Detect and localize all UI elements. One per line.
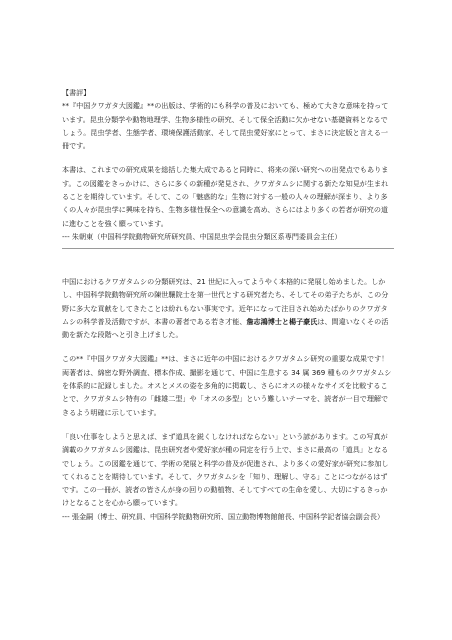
body-paragraph-1-text-b: は、間違いなくその活動を新たな段階へと引き上げました。	[62, 316, 389, 340]
paragraph-gap	[62, 152, 394, 163]
authors-name: 詹志鴻博士と楊子豪氏	[246, 316, 318, 326]
paragraph-gap	[62, 341, 394, 352]
paragraph-gap	[62, 419, 394, 430]
review-heading: 【書評】	[62, 88, 91, 97]
body-signature: --- 張金嗣（博士、研究員、中国科学院動物研究所、国立動物博物館館長、中国科学記者協会副会長）	[62, 511, 385, 521]
body-paragraph-1	[62, 275, 394, 341]
section-divider	[62, 248, 394, 249]
body-paragraph-2: この**『中国クワガタ大図鑑』**は、まさに近年の中国におけるクワガタムシ研究の重要な成果です！両著者は、綿密な野外調査、標本作成、撮影を通じて、中国に生息する 34 属 369 種ものクワガタムシを体系的に記録しました。オスとメスの姿を多角的に掲載し、さらにオスの様々なサイズを比較することで、クワガタムシ特有の「雌雄二型」や「オスの多型」という難しいテーマを、読者が一目で理解できるよう明確に示しています。	[62, 354, 392, 417]
review-section	[62, 86, 394, 243]
body-paragraph-1-text-a: 中国におけるクワガタムシの分類研究は、21 世紀に入ってようやく本格的に発展し始めました。しかし、中国科学院動物研究所の陳世驤院士を第一世代とする研究者たち、そしてその弟子たちが、この分野に多大な貢献をしてきたことは紛れもない事実です。近年になって注目され始めたばかりのクワガタムシの科学普及活動ですが、本書の著者である若き才能、	[62, 277, 389, 326]
review-signature: --- 朱朝東（中国科学院動物研究所研究員、中国昆虫学会昆虫分類区系専門委員会主任）	[62, 231, 342, 241]
body-paragraph-3: 「良い仕事をしようと思えば、まず道具を鋭くしなければならない」という諺があります。この写真が満載のクワガタムシ図鑑は、昆虫研究者や愛好家が種の同定を行う上で、まさに最高の「道具」となるでしょう。この図鑑を通じて、学術の発展と科学の普及が促進され、より多くの愛好家が研究に参加してくれることを期待しています。そして、クワガタムシを「知り、理解し、守る」ことにつながるはずです。この一冊が、読者の皆さんが身の回りの動植物、そしてすべての生命を愛し、大切にするきっかけとなることを心から願っています。	[62, 431, 389, 508]
review-paragraph-1: **『中国クワガタ大図鑑』**の出版は、学術的にも科学の普及においても、極めて大きな意味を持っています。昆虫分類学や動物地理学、生物多様性の研究、そして保全活動に欠かせない基礎資料となるでしょう。昆虫学者、生態学者、環境保護活動家、そして昆虫愛好家にとって、まさに決定版と言える一冊です。	[62, 101, 389, 151]
body-section	[62, 275, 394, 523]
review-paragraph-2: 本書は、これまでの研究成果を総括した集大成であると同時に、将来の深い研究への出発点でもあります。この図鑑をきっかけに、さらに多くの新種が発見され、クワガタムシに関する新たな知見が生まれることを期待しています。そして、この「魅惑的な」生物に対する一般の人々の理解が深まり、より多くの人々が昆虫学に興味を持ち、生物多様性保全への意識を高め、さらにはより多くの若者が研究の道に進むことを強く願っています。	[62, 165, 389, 228]
